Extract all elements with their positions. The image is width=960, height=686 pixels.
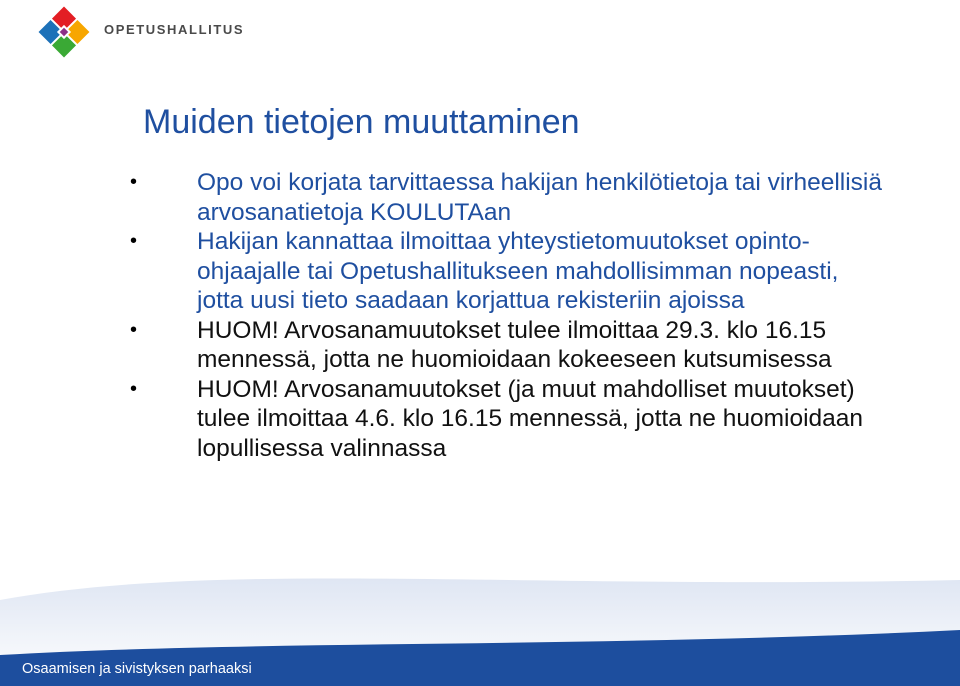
bullet-dot-icon: •	[130, 171, 138, 193]
bullet-item	[130, 375, 890, 464]
opetushallitus-logo-icon	[36, 4, 92, 60]
bullet-text: Opo voi korjata tarvittaessa hakijan henkilötietoja tai virheellisiä arvosanatietoja KOULUTAan	[197, 169, 882, 226]
bullet-list	[130, 168, 890, 463]
bullet-dot-icon: •	[130, 377, 138, 400]
bullet-text: HUOM! Arvosanamuutokset (ja muut mahdolliset muutokset) tulee ilmoittaa 4.6. klo 16.15 mennessä, jotta ne huomioidaan lopullisessa valinnassa	[197, 375, 864, 462]
slide-title: Muiden tietojen muuttaminen	[143, 102, 580, 141]
bullet-dot-icon: •	[130, 318, 138, 341]
bullet-text: HUOM! Arvosanamuutokset tulee ilmoittaa 29.3. klo 16.15 mennessä, jotta ne huomioidaan kokeeseen kutsumisessa	[197, 316, 832, 373]
logo-text: OPETUSHALLITUS	[104, 22, 245, 37]
bullet-text: Hakijan kannattaa ilmoittaa yhteystietomuutokset opinto-ohjaajalle tai Opetushallitukseen mahdollisimman nopeasti, jotta uusi tieto saadaan korjattua rekisteriin ajoissa	[197, 228, 839, 314]
bullet-item	[130, 316, 890, 375]
bullet-dot-icon: •	[130, 230, 138, 252]
footer-text: Osaamisen ja sivistyksen parhaaksi	[22, 661, 252, 677]
bullet-item	[130, 168, 890, 227]
bullet-item	[130, 227, 890, 316]
